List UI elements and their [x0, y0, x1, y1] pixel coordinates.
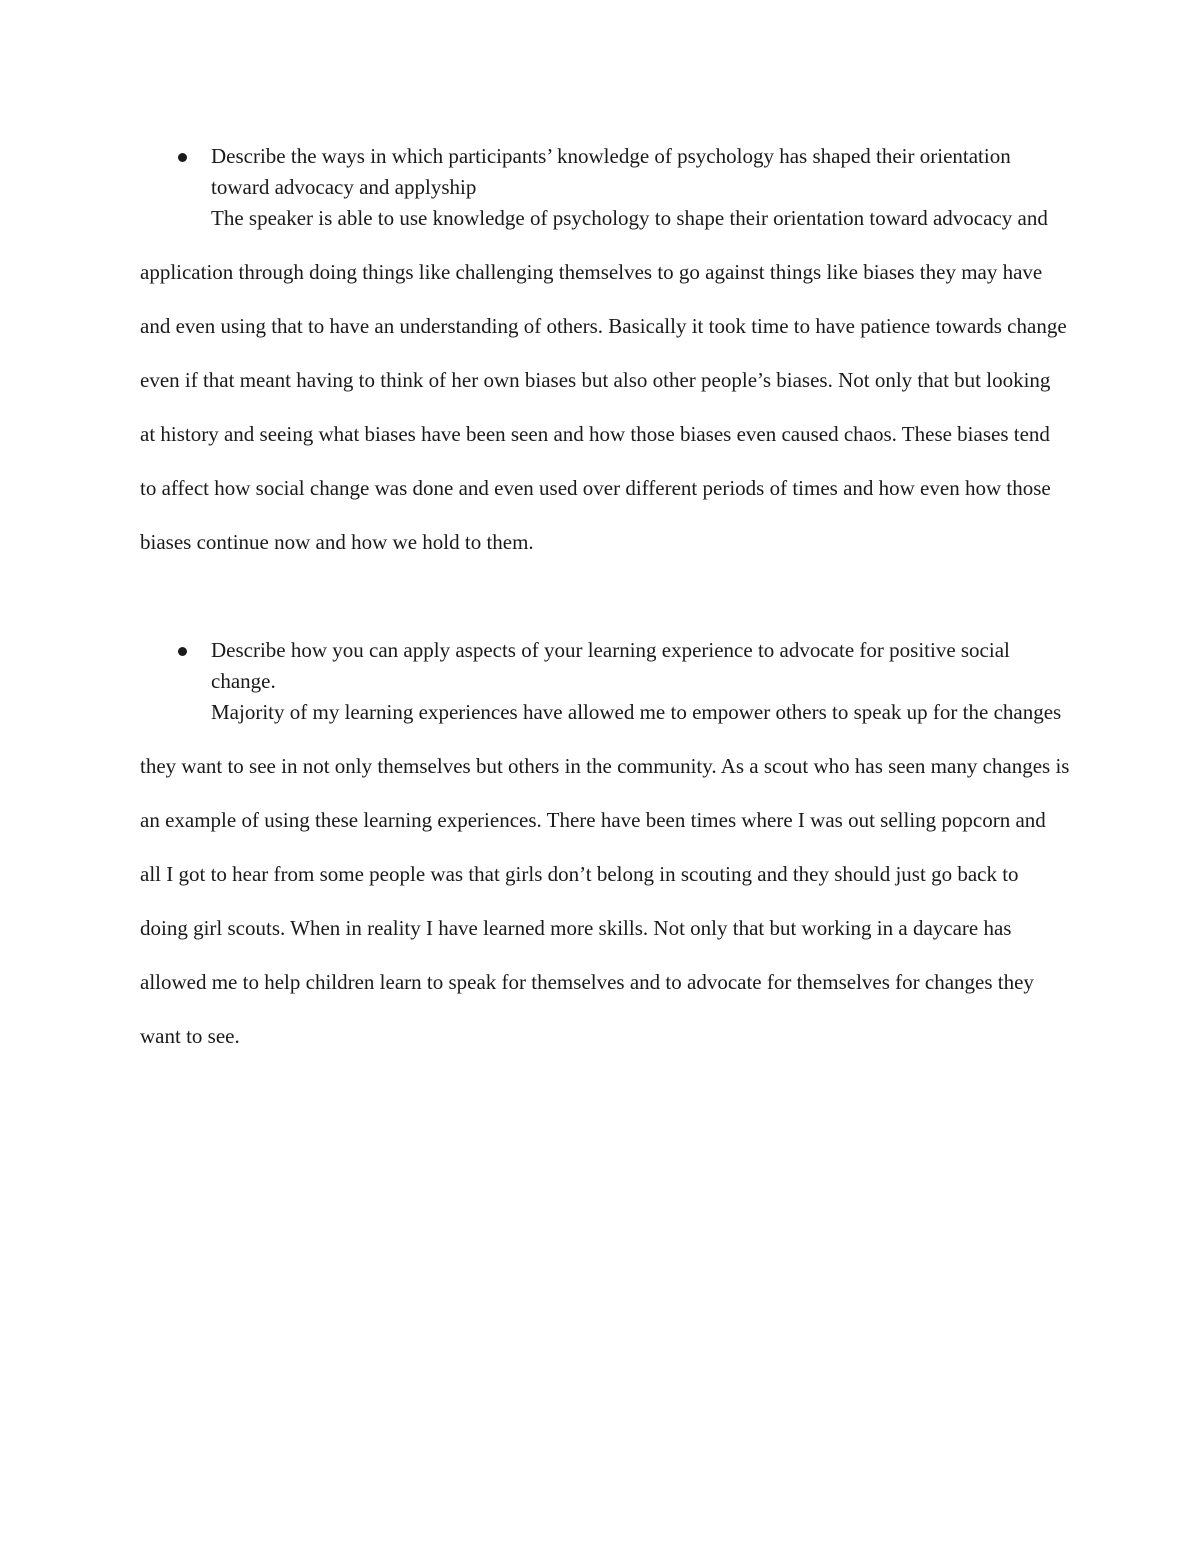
question-section-1 [140, 141, 1070, 569]
bullet-dot-icon [178, 153, 187, 162]
prompt-text-1: Describe the ways in which participants’ knowledge of psychology has shaped their orientation toward advocacy and applyship [211, 144, 1011, 199]
bullet-prompt-2 [140, 635, 1070, 697]
question-section-2 [140, 635, 1070, 1063]
answer-paragraph-2: Majority of my learning experiences have allowed me to empower others to speak up for the changes they want to see in not only themselves but others in the community. As a scout who has seen many changes is an example of using these learning experiences. There have been times where I was out selling popcorn and all I got to hear from some people was that girls don’t belong in scouting and they should just go back to doing girl scouts. When in reality I have learned more skills. Not only that but working in a daycare has allowed me to help children learn to speak for themselves and to advocate for themselves for changes they want to see. [140, 700, 1070, 1048]
bullet-prompt-1 [140, 141, 1070, 203]
answer-paragraph-1: The speaker is able to use knowledge of psychology to shape their orientation toward advocacy and application through doing things like challenging themselves to go against things like biases they may have and even using that to have an understanding of others. Basically it took time to have patience towards change even if that meant having to think of her own biases but also other people’s biases. Not only that but looking at history and seeing what biases have been seen and how those biases even caused chaos. These biases tend to affect how social change was done and even used over different periods of times and how even how those biases continue now and how we hold to them. [140, 206, 1067, 554]
bullet-dot-icon [178, 647, 187, 656]
prompt-text-2: Describe how you can apply aspects of your learning experience to advocate for positive social change. [211, 638, 1010, 693]
